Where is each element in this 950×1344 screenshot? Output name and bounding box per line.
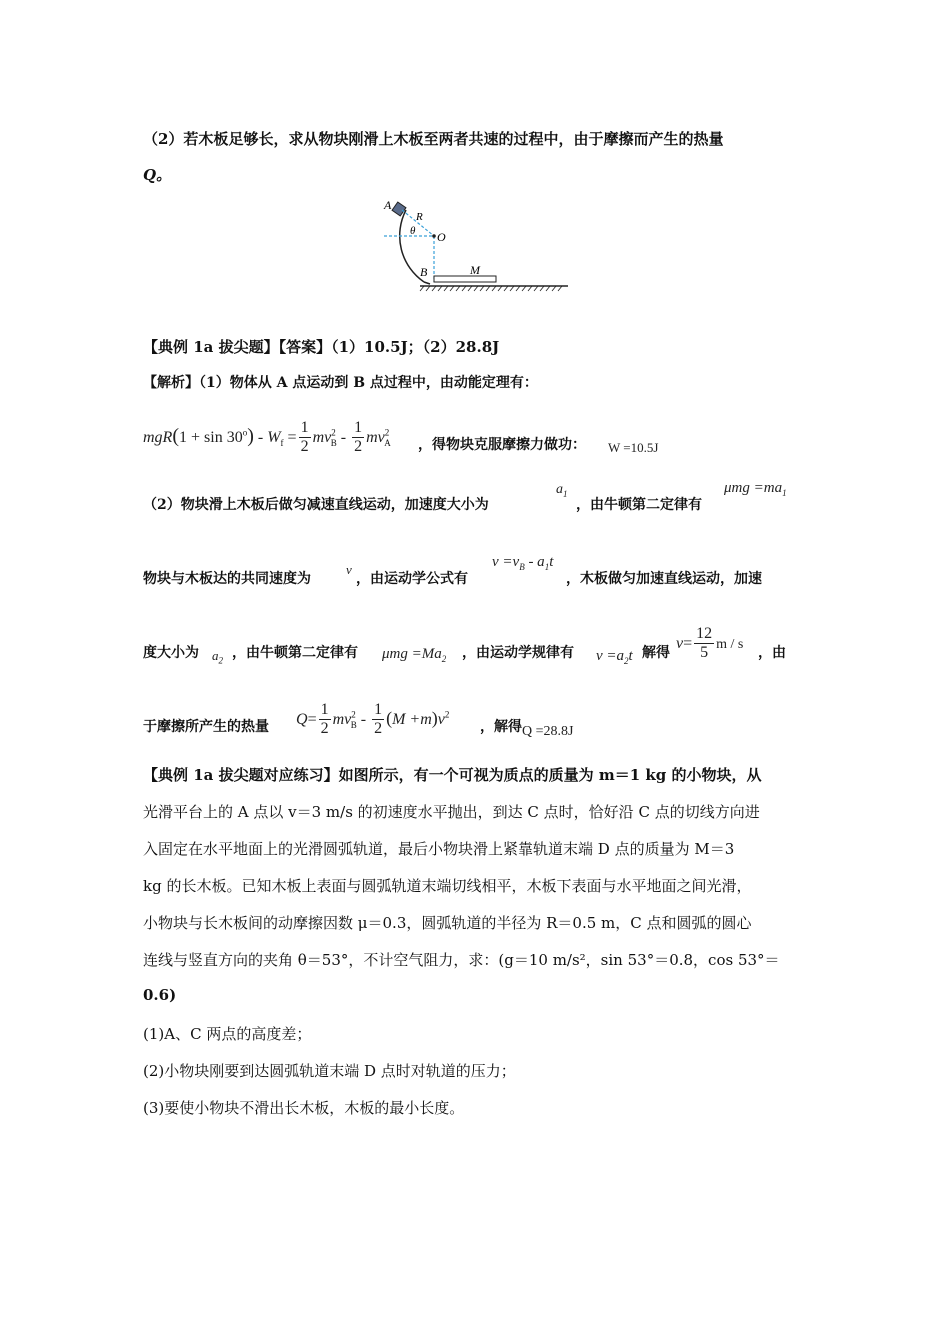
practice-line-4: kg 的长木板。已知木板上表面与圆弧轨道末端切线相平，木板下表面与水平地面之间光滑， [143, 877, 752, 895]
analysis-p3-text2: ，由运动学公式有 [356, 571, 468, 587]
equation-result-v: v= $\frac{12}{5}$ m / s [676, 625, 744, 661]
analysis-p4-text5: ，由 [758, 645, 786, 661]
analysis-p2-text1: （2）物块滑上木板后做匀减速直线运动，加速度大小为 [143, 497, 489, 513]
equation-energy-result: W =10.5J [608, 440, 659, 455]
analysis-line1: 【解析】（1）物体从 A 点运动到 B 点过程中，由动能定理有： [143, 375, 538, 391]
question-1: (1)A、C 两点的高度差； [143, 1025, 312, 1043]
equation-newton2: $\mu mg =Ma_2$ [382, 646, 447, 664]
analysis-p4-text1: 度大小为 [143, 645, 199, 661]
analysis-p5-text1: 于摩擦所产生的热量 [143, 719, 269, 735]
practice-line-5: 小物块与长木板间的动摩擦因数 μ＝0.3，圆弧轨道的半径为 R＝0.5 m，C 点和圆弧的圆心 [143, 914, 752, 932]
analysis-p3-text3: ，木板做匀加速直线运动，加速 [566, 571, 762, 587]
question-2: (2)小物块刚要到达圆弧轨道末端 D 点时对轨道的压力； [143, 1062, 516, 1080]
question-2-line1: （2）若木板足够长，求从物块刚滑上木板至两者共速的过程中，由于摩擦而产生的热量 [143, 130, 724, 148]
label-m: M [470, 263, 480, 277]
practice-line-2: 光滑平台上的 A 点以 v＝3 m/s 的初速度水平抛出，到达 C 点时，恰好沿 C 点的切线方向进 [143, 803, 760, 821]
analysis-p5-text2: ，解得 [480, 719, 522, 735]
equation-kinematics: $v =a_2t$ [596, 648, 633, 666]
label-o: O [437, 230, 446, 244]
board-m [434, 276, 496, 282]
symbol-a1: $a_1$ [556, 482, 568, 499]
practice-line-1: 【典例 1a 拔尖题对应练习】如图所示，有一个可视为质点的质量为 m＝1 kg 的小物块，从 [143, 766, 762, 784]
analysis-p4-text2: ，由牛顿第二定律有 [232, 645, 358, 661]
equation-velocity: $v =v_B - a_1t$ [492, 554, 554, 572]
practice-line-7: 0.6) [143, 986, 177, 1004]
question-3: (3)要使小物块不滑出长木板，木板的最小长度。 [143, 1099, 465, 1117]
practice-line-6: 连线与竖直方向的夹角 θ＝53°，不计空气阻力，求：(g＝10 m/s²，sin 53°＝0.8，cos 53°＝ [143, 951, 780, 969]
analysis-p4-text4: 解得 [642, 645, 670, 661]
equation-heat-result: Q =28.8J [522, 724, 574, 739]
label-theta: θ [410, 225, 416, 237]
analysis-p4-text3: ，由运动学规律有 [462, 645, 574, 661]
equation-newton1: $\mu mg =ma_1$ [724, 480, 787, 498]
symbol-a2: $a_2$ [212, 648, 223, 666]
equation-energy-text: ，得物块克服摩擦力做功： [418, 437, 586, 453]
center-o [432, 234, 436, 238]
practice-line-3: 入固定在水平地面上的光滑圆弧轨道，最后小物块滑上紧靠轨道末端 D 点的质量为 M＝3 [143, 840, 735, 858]
label-r: R [416, 211, 423, 223]
question-2-line2: Q。 [143, 166, 172, 184]
analysis-p2-text2: ，由牛顿第二定律有 [576, 497, 702, 513]
label-b: B [420, 265, 428, 279]
equation-energy: $mgR(1 + \sin 30^o) - W_f$ = $\frac{1}{2}$ $mv^2_B$ - $\frac{1}{2}$ $mv^2_A$ [143, 419, 391, 455]
analysis-p3-text1: 物块与木板达的共同速度为 [143, 571, 311, 587]
label-a: A [384, 198, 392, 212]
equation-heat: Q= $\frac{1}{2}$ $mv^2_B$ - $\frac{1}{2}$ $(M +m)v^2$ [296, 701, 450, 737]
symbol-v: v [346, 562, 352, 577]
physics-diagram [382, 196, 572, 296]
answer-header: 【典例 1a 拔尖题】【答案】（1）10.5J；（2）28.8J [143, 338, 500, 356]
